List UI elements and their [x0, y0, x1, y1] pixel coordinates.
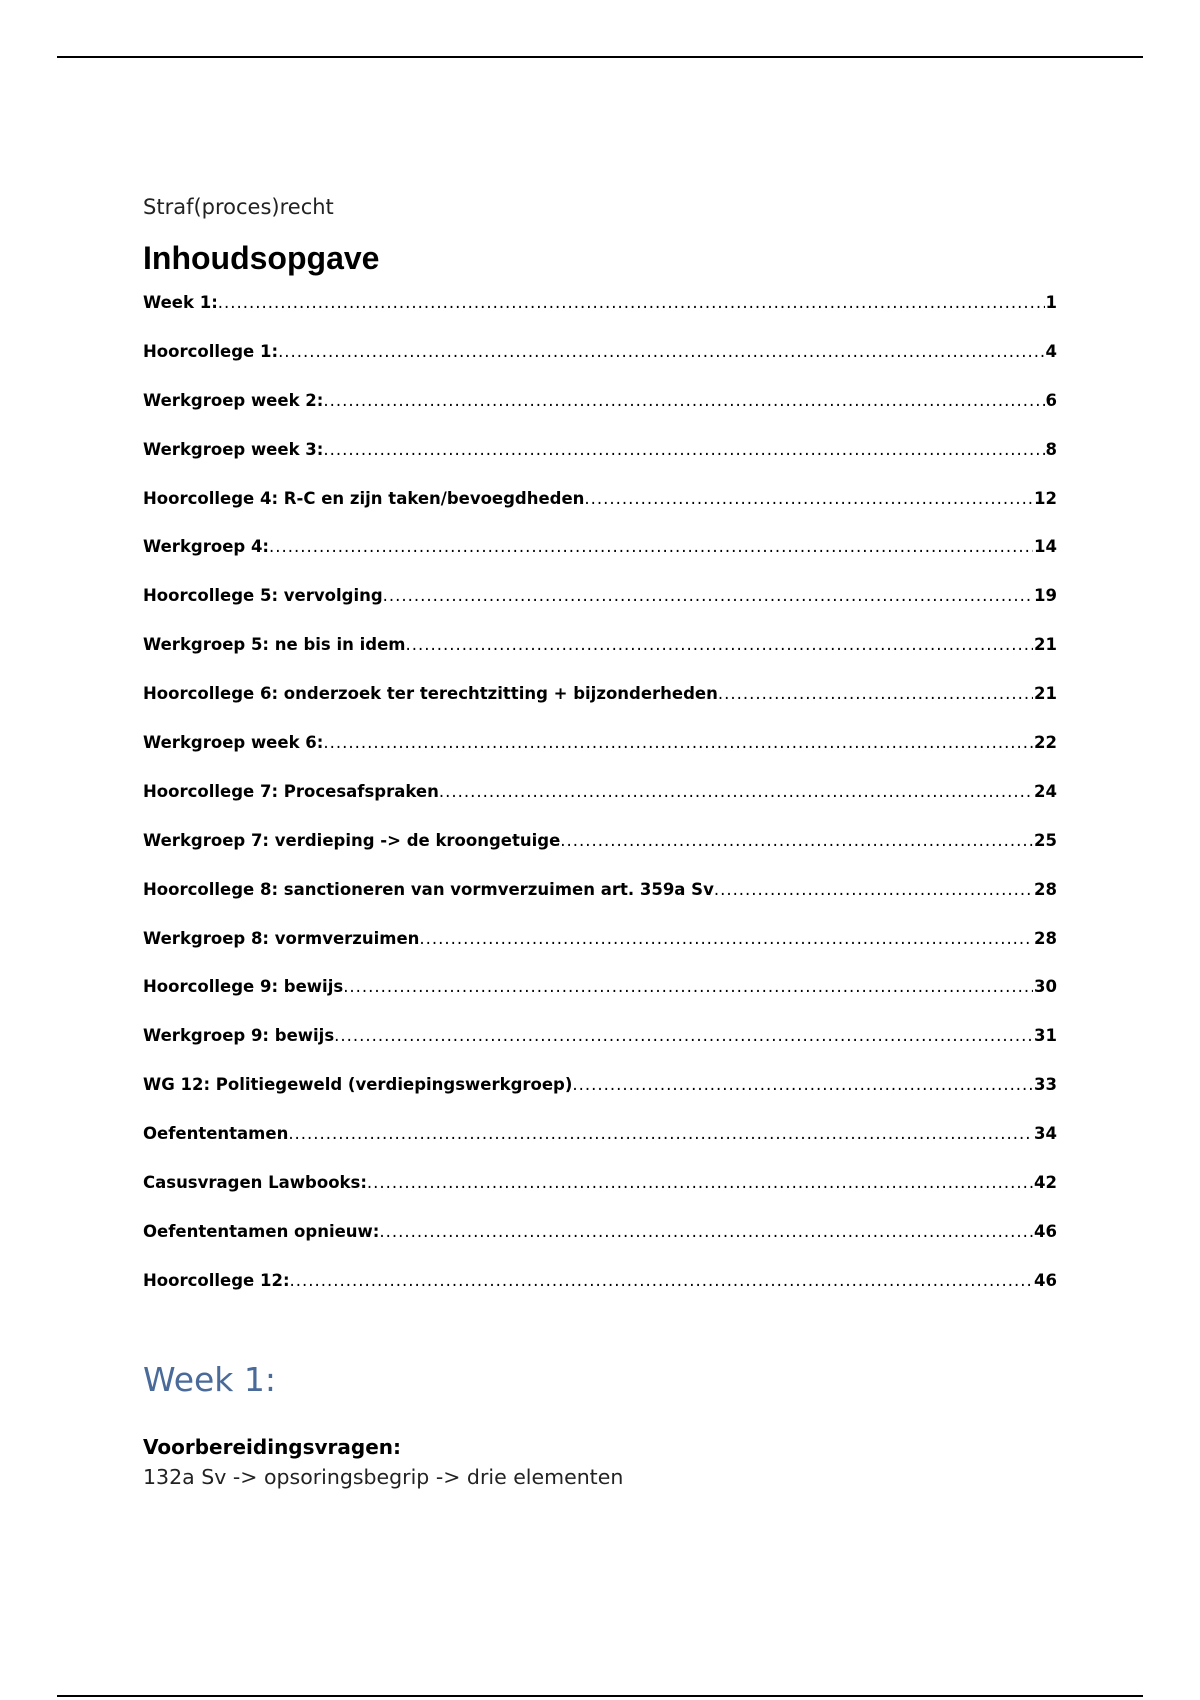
toc-entry[interactable] [143, 1222, 1057, 1271]
toc-dot-leader [323, 391, 1044, 410]
toc-entry[interactable] [143, 293, 1057, 342]
toc-entry-title: Werkgroep 5: ne bis in idem [143, 635, 406, 655]
toc-entry[interactable] [143, 440, 1057, 489]
toc-dot-leader [323, 733, 1033, 752]
toc-dot-leader [419, 929, 1033, 948]
toc-entry[interactable] [143, 684, 1057, 733]
toc-dot-leader [343, 977, 1033, 996]
toc-entry-title: Werkgroep week 3: [143, 439, 324, 459]
toc-entry-title: Hoorcollege 4: R-C en zijn taken/bevoegdheden [143, 488, 585, 508]
toc-entry-page: 21 [1034, 635, 1057, 655]
toc-dot-leader [323, 440, 1044, 459]
toc-entry-page: 28 [1034, 879, 1057, 899]
toc-dot-leader [439, 782, 1033, 801]
toc-entry-page: 22 [1034, 733, 1057, 753]
subheading: Voorbereidingsvragen: [143, 1434, 402, 1459]
toc-entry[interactable] [143, 635, 1057, 684]
toc-entry-title: Hoorcollege 6: onderzoek ter terechtzitting + bijzonderheden [143, 684, 718, 704]
toc-entry-title: Hoorcollege 8: sanctioneren van vormverzuimen art. 359a Sv [143, 879, 714, 899]
toc-entry-page: 46 [1034, 1270, 1057, 1290]
toc-dot-leader [405, 635, 1033, 654]
toc-dot-leader [290, 1271, 1033, 1290]
toc-entry-title: Hoorcollege 1: [143, 341, 279, 361]
footer-rule [57, 1695, 1143, 1697]
toc-entry[interactable] [143, 831, 1057, 880]
toc-dot-leader [269, 537, 1033, 556]
toc-entry-page: 19 [1034, 586, 1057, 606]
toc-entry-title: Hoorcollege 5: vervolging [143, 586, 383, 606]
toc-entry-title: Oefententamen [143, 1124, 289, 1144]
toc-entry-page: 4 [1045, 341, 1057, 361]
toc-dot-leader [584, 489, 1033, 508]
toc-entry-title: Casusvragen Lawbooks: [143, 1173, 367, 1193]
toc-entry[interactable] [143, 733, 1057, 782]
toc-entry-page: 28 [1034, 928, 1057, 948]
toc-entry-page: 25 [1034, 830, 1057, 850]
toc-title: Inhoudsopgave [143, 240, 380, 276]
toc-entry-title: WG 12: Politiegeweld (verdiepingswerkgroep) [143, 1075, 573, 1095]
toc-entry[interactable] [143, 929, 1057, 978]
toc-entry-page: 46 [1034, 1221, 1057, 1241]
toc-entry[interactable] [143, 586, 1057, 635]
toc-entry[interactable] [143, 782, 1057, 831]
toc-dot-leader [218, 293, 1045, 312]
section-heading: Week 1: [143, 1359, 277, 1399]
toc-dot-leader [288, 1124, 1033, 1143]
toc-dot-leader [714, 880, 1033, 899]
toc-dot-leader [278, 342, 1044, 361]
toc-entry[interactable] [143, 1026, 1057, 1075]
document-body [143, 190, 1057, 1492]
toc-entry-page: 21 [1034, 684, 1057, 704]
toc-entry-page: 42 [1034, 1173, 1057, 1193]
toc-entry-page: 24 [1034, 781, 1057, 801]
body-paragraph: 132a Sv -> opsoringsbegrip -> drie elementen [143, 1464, 624, 1489]
toc-entry-page: 12 [1034, 488, 1057, 508]
toc-entry-title: Werkgroep 7: verdieping -> de kroongetuige [143, 830, 561, 850]
toc-entry-title: Oefententamen opnieuw: [143, 1221, 380, 1241]
toc-entry[interactable] [143, 880, 1057, 929]
toc-entry-title: Hoorcollege 7: Procesafspraken [143, 781, 439, 801]
document-subject: Straf(proces)recht [143, 195, 334, 219]
toc-dot-leader [383, 586, 1033, 605]
toc-entry-title: Hoorcollege 9: bewijs [143, 977, 344, 997]
toc-entry-title: Werkgroep week 6: [143, 733, 324, 753]
toc-entry-title: Werkgroep 8: vormverzuimen [143, 928, 420, 948]
toc-entry-page: 34 [1034, 1124, 1057, 1144]
toc-entry[interactable] [143, 1271, 1057, 1320]
toc-dot-leader [572, 1075, 1033, 1094]
toc-dot-leader [367, 1173, 1033, 1192]
toc-entry-page: 14 [1034, 537, 1057, 557]
toc-entry-title: Week 1: [143, 293, 218, 312]
toc-entry[interactable] [143, 537, 1057, 586]
toc-entry-page: 33 [1034, 1075, 1057, 1095]
toc-entry-page: 30 [1034, 977, 1057, 997]
toc-entry-title: Hoorcollege 12: [143, 1270, 290, 1290]
header-rule [57, 56, 1143, 58]
toc-entry[interactable] [143, 489, 1057, 538]
toc-entry[interactable] [143, 1124, 1057, 1173]
toc-dot-leader [379, 1222, 1033, 1241]
toc-entry-title: Werkgroep 9: bewijs [143, 1026, 335, 1046]
toc-entry-title: Werkgroep week 2: [143, 390, 324, 410]
toc-entry[interactable] [143, 977, 1057, 1026]
toc-dot-leader [334, 1026, 1033, 1045]
toc-entry-page: 6 [1045, 390, 1057, 410]
toc-entry-title: Werkgroep 4: [143, 537, 270, 557]
toc-entry[interactable] [143, 391, 1057, 440]
toc-dot-leader [560, 831, 1033, 850]
toc-entry[interactable] [143, 342, 1057, 391]
toc-entry-page: 1 [1045, 293, 1057, 312]
toc-entry[interactable] [143, 1075, 1057, 1124]
table-of-contents [143, 293, 1057, 1320]
toc-entry-page: 31 [1034, 1026, 1057, 1046]
toc-entry-page: 8 [1045, 439, 1057, 459]
toc-dot-leader [718, 684, 1033, 703]
toc-entry[interactable] [143, 1173, 1057, 1222]
